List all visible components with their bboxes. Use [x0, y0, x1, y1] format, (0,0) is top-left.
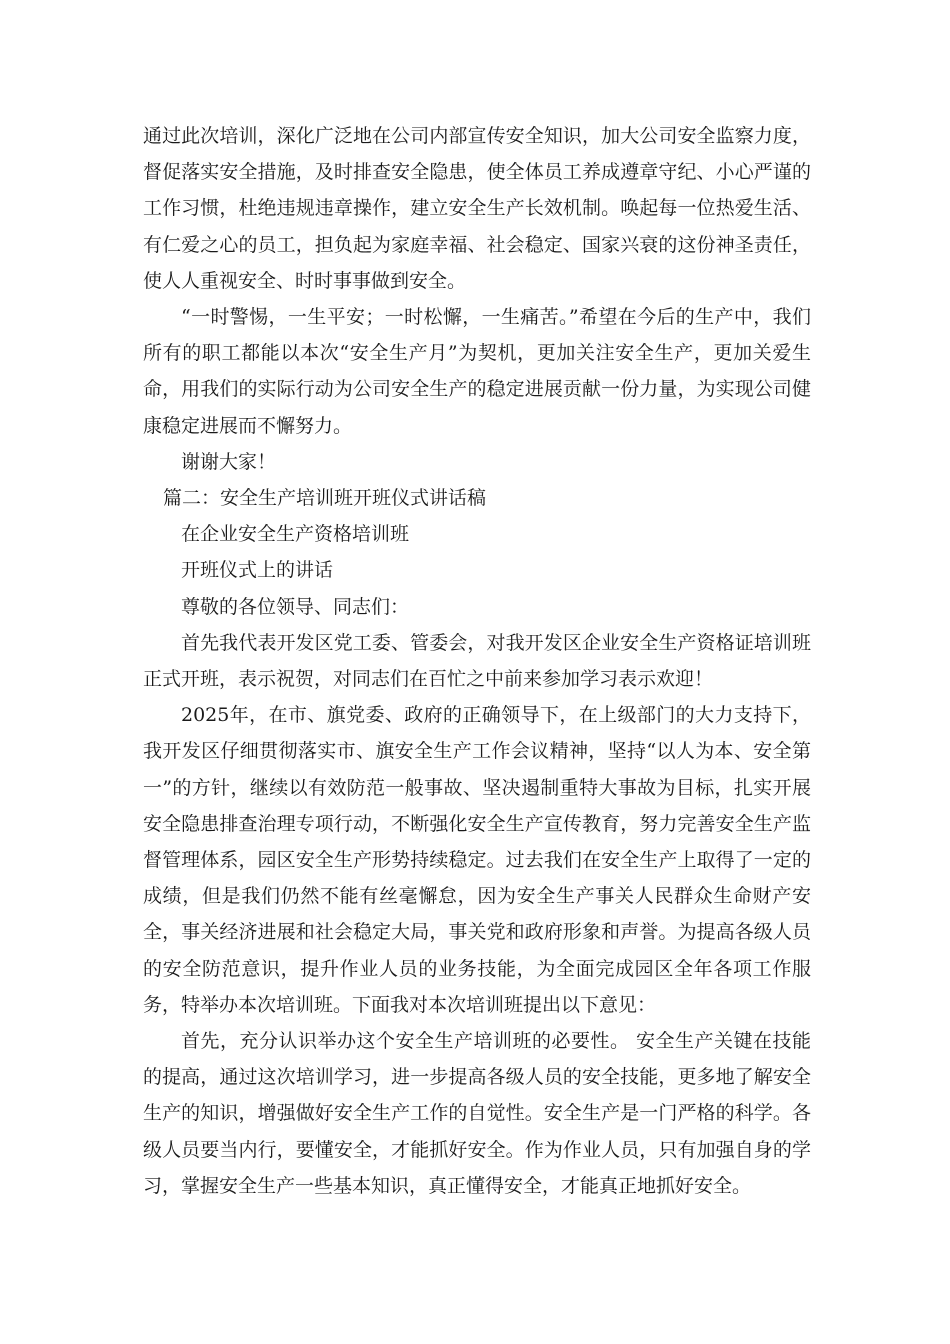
section-heading: 篇二：安全生产培训班开班仪式讲话稿 [163, 487, 487, 510]
paragraph-thanks: 谢谢大家！ [181, 450, 277, 473]
speech-title-line-1: 在企业安全生产资格培训班 [181, 523, 410, 546]
speech-title-line-2: 开班仪式上的讲话 [181, 559, 334, 582]
paragraph-necessity: 首先，充分认识举办这个安全生产培训班的必要性。 安全生产关键在技能的提高，通过这次培训学习，进一步提高各级人员的安全技能，更多地了解安全生产的知识，增强做好安全生产工作的自觉性。安全生产是一门严格的科学。各级人员要当内行，要懂安全，才能抓好安全。作为作业人员，只有加强自身的学习，掌握安全生产一些基本知识，真正懂得安全，才能真正地抓好安全。 [143, 1030, 811, 1197]
paragraph-training-purpose: 通过此次培训，深化广泛地在公司内部宣传安全知识，加大公司安全监察力度，督促落实安全措施，及时排查安全隐患，使全体员工养成遵章守纪、小心严谨的工作习惯，杜绝违规违章操作，建立安全生产长效机制。唤起每一位热爱生活、有仁爱之心的员工，担负起为家庭幸福、社会稳定、国家兴衰的这份神圣责任，使人人重视安全、时时事事做到安全。 [143, 125, 811, 292]
salutation: 尊敬的各位领导、同志们： [181, 595, 410, 618]
document-body [143, 118, 811, 1204]
paragraph-welcome: 首先我代表开发区党工委、管委会，对我开发区企业安全生产资格证培训班正式开班，表示祝贺，对同志们在百忙之中前来参加学习表示欢迎！ [143, 631, 811, 691]
paragraph-review: 2025年，在市、旗党委、政府的正确领导下，在上级部门的大力支持下，我开发区仔细贯彻落实市、旗安全生产工作会议精神，坚持“以人为本、安全第一”的方针，继续以有效防范一般事故、坚决遏制重特大事故为目标，扎实开展安全隐患排查治理专项行动，不断强化安全生产宣传教育，努力完善安全生产监督管理体系，园区安全生产形势持续稳定。过去我们在安全生产上取得了一定的成绩，但是我们仍然不能有丝毫懈怠，因为安全生产事关人民群众生命财产安全，事关经济进展和社会稳定大局，事关党和政府形象和声誉。为提高各级人员的安全防范意识，提升作业人员的业务技能，为全面完成园区全年各项工作服务，特举办本次培训班。下面我对本次培训班提出以下意见： [143, 704, 811, 1016]
paragraph-safety-motto: “一时警惕，一生平安；一时松懈，一生痛苦。”希望在今后的生产中，我们所有的职工都能以本次“安全生产月”为契机，更加关注安全生产，更加关爱生命，用我们的实际行动为公司安全生产的稳定进展贡献一份力量，为实现公司健康稳定进展而不懈努力。 [143, 306, 811, 437]
